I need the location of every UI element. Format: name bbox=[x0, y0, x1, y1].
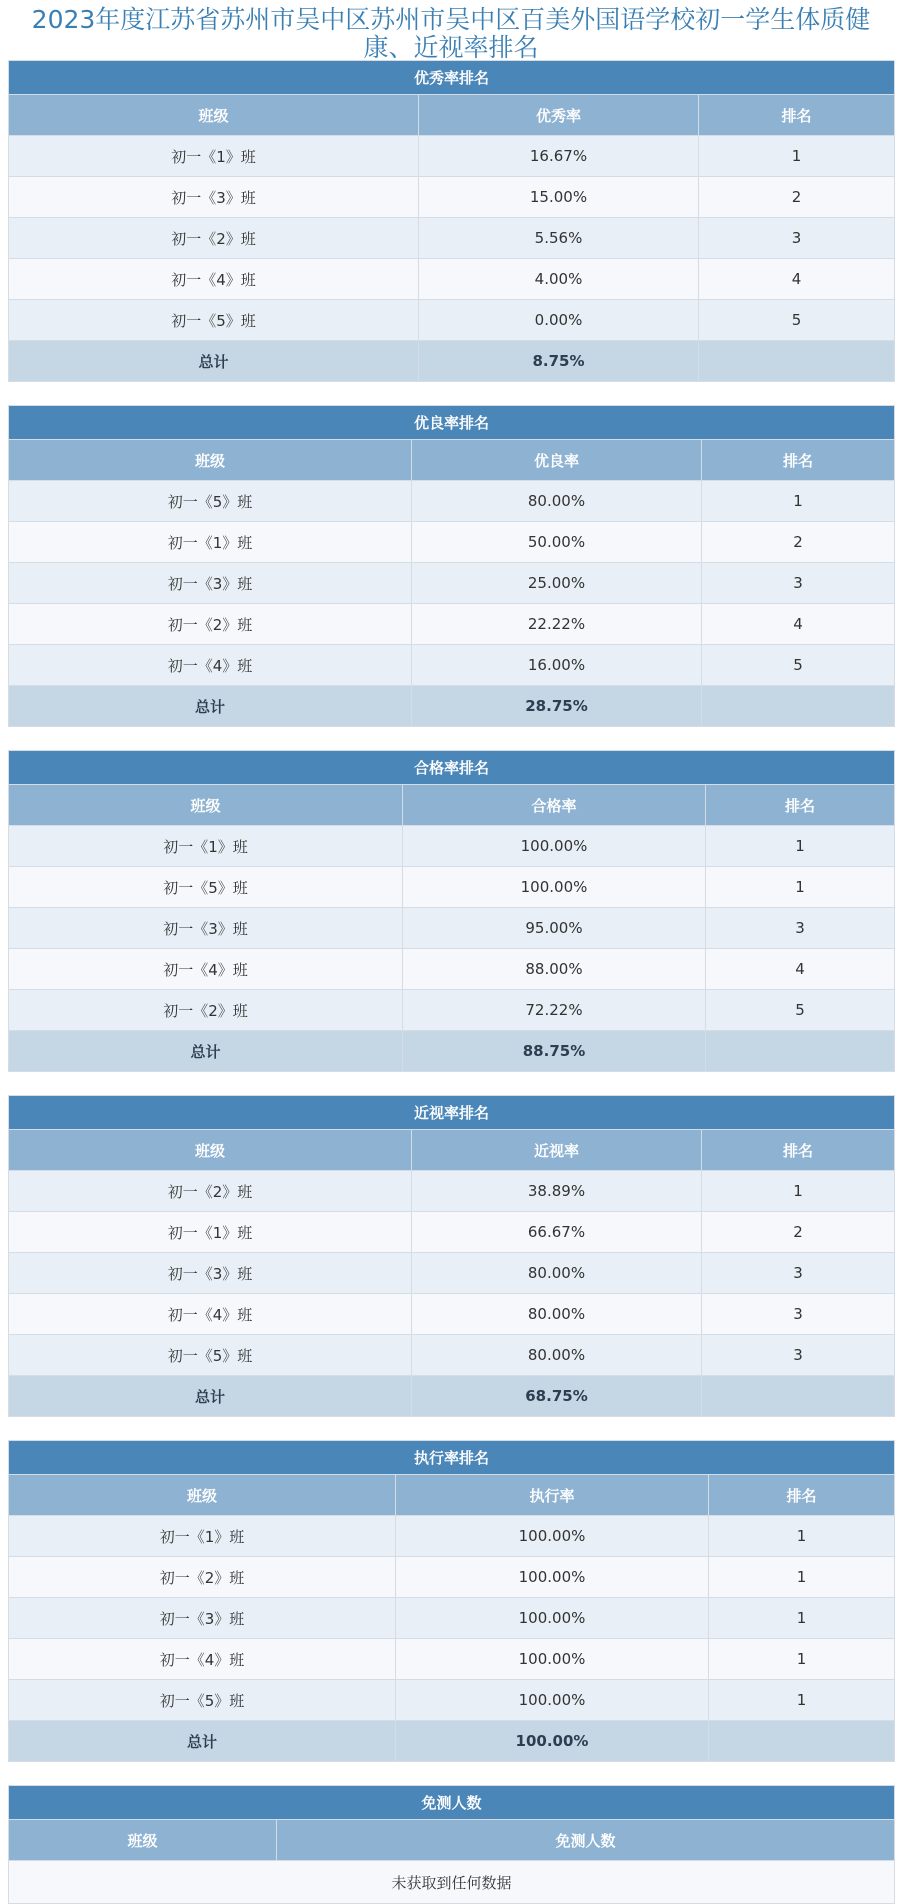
total-row bbox=[9, 341, 895, 382]
rate-cell: 4.00% bbox=[419, 259, 699, 300]
total-row bbox=[9, 1721, 895, 1762]
class-cell: 初一《3》班 bbox=[9, 1598, 396, 1639]
class-cell: 初一《2》班 bbox=[9, 990, 403, 1031]
table-caption: 近视率排名 bbox=[9, 1096, 895, 1130]
total-row bbox=[9, 686, 895, 727]
column-header: 合格率 bbox=[403, 785, 706, 826]
class-cell: 初一《3》班 bbox=[9, 563, 412, 604]
rank-cell: 1 bbox=[709, 1598, 895, 1639]
rank-cell: 5 bbox=[702, 645, 895, 686]
class-cell: 初一《1》班 bbox=[9, 826, 403, 867]
total-rank-empty bbox=[706, 1031, 895, 1072]
rank-cell: 5 bbox=[706, 990, 895, 1031]
rate-cell: 22.22% bbox=[412, 604, 702, 645]
column-header: 排名 bbox=[702, 1130, 895, 1171]
rate-cell: 80.00% bbox=[412, 481, 702, 522]
table-row bbox=[9, 826, 895, 867]
table-row bbox=[9, 1171, 895, 1212]
column-header: 排名 bbox=[709, 1475, 895, 1516]
column-header: 班级 bbox=[9, 785, 403, 826]
rate-cell: 25.00% bbox=[412, 563, 702, 604]
rank-cell: 3 bbox=[699, 218, 895, 259]
column-header: 班级 bbox=[9, 95, 419, 136]
table-row bbox=[9, 1335, 895, 1376]
rank-cell: 3 bbox=[702, 1294, 895, 1335]
rank-cell: 4 bbox=[702, 604, 895, 645]
table-row bbox=[9, 949, 895, 990]
rate-cell: 80.00% bbox=[412, 1294, 702, 1335]
rate-cell: 100.00% bbox=[396, 1557, 709, 1598]
column-header: 排名 bbox=[702, 440, 895, 481]
table-row bbox=[9, 1212, 895, 1253]
table-row bbox=[9, 563, 895, 604]
rate-cell: 100.00% bbox=[403, 826, 706, 867]
table-caption: 合格率排名 bbox=[9, 751, 895, 785]
rank-cell: 1 bbox=[699, 136, 895, 177]
rank-cell: 3 bbox=[702, 1253, 895, 1294]
exempt-header-class: 班级 bbox=[9, 1820, 277, 1861]
table-row bbox=[9, 1516, 895, 1557]
rank-cell: 4 bbox=[706, 949, 895, 990]
rank-cell: 2 bbox=[702, 522, 895, 563]
table-row bbox=[9, 136, 895, 177]
column-header: 班级 bbox=[9, 1475, 396, 1516]
rank-cell: 5 bbox=[699, 300, 895, 341]
rank-cell: 1 bbox=[702, 481, 895, 522]
class-cell: 初一《1》班 bbox=[9, 522, 412, 563]
rate-cell: 0.00% bbox=[419, 300, 699, 341]
column-header: 近视率 bbox=[412, 1130, 702, 1171]
rank-cell: 1 bbox=[709, 1516, 895, 1557]
column-header: 排名 bbox=[706, 785, 895, 826]
total-rank-empty bbox=[702, 686, 895, 727]
class-cell: 初一《5》班 bbox=[9, 1335, 412, 1376]
rank-cell: 1 bbox=[702, 1171, 895, 1212]
total-label: 总计 bbox=[9, 1721, 396, 1762]
total-rank-empty bbox=[709, 1721, 895, 1762]
table-row bbox=[9, 522, 895, 563]
rate-cell: 100.00% bbox=[403, 867, 706, 908]
class-cell: 初一《3》班 bbox=[9, 177, 419, 218]
ranking-tables bbox=[0, 60, 902, 1762]
rate-cell: 16.00% bbox=[412, 645, 702, 686]
rate-cell: 72.22% bbox=[403, 990, 706, 1031]
table-row bbox=[9, 604, 895, 645]
rank-cell: 3 bbox=[706, 908, 895, 949]
rank-cell: 1 bbox=[706, 826, 895, 867]
ranking-table bbox=[8, 1095, 895, 1417]
rate-cell: 5.56% bbox=[419, 218, 699, 259]
table-row bbox=[9, 990, 895, 1031]
total-row bbox=[9, 1031, 895, 1072]
exempt-empty-message: 未获取到任何数据 bbox=[9, 1861, 895, 1904]
table-row bbox=[9, 1639, 895, 1680]
page-title: 2023年度江苏省苏州市吴中区苏州市吴中区百美外国语学校初一学生体质健康、近视率排名 bbox=[31, 5, 871, 62]
table-row bbox=[9, 908, 895, 949]
class-cell: 初一《2》班 bbox=[9, 604, 412, 645]
table-row bbox=[9, 259, 895, 300]
rate-cell: 100.00% bbox=[396, 1680, 709, 1721]
rank-cell: 1 bbox=[709, 1680, 895, 1721]
ranking-table bbox=[8, 405, 895, 727]
class-cell: 初一《1》班 bbox=[9, 1212, 412, 1253]
table-row bbox=[9, 481, 895, 522]
rate-cell: 80.00% bbox=[412, 1253, 702, 1294]
column-header: 排名 bbox=[699, 95, 895, 136]
total-label: 总计 bbox=[9, 1376, 412, 1417]
rate-cell: 88.00% bbox=[403, 949, 706, 990]
rate-cell: 100.00% bbox=[396, 1598, 709, 1639]
rank-cell: 1 bbox=[709, 1639, 895, 1680]
column-header: 优良率 bbox=[412, 440, 702, 481]
table-row bbox=[9, 1294, 895, 1335]
total-rank-empty bbox=[702, 1376, 895, 1417]
class-cell: 初一《2》班 bbox=[9, 218, 419, 259]
table-row bbox=[9, 218, 895, 259]
total-value: 28.75% bbox=[412, 686, 702, 727]
total-label: 总计 bbox=[9, 686, 412, 727]
rate-cell: 95.00% bbox=[403, 908, 706, 949]
total-label: 总计 bbox=[9, 1031, 403, 1072]
total-row bbox=[9, 1376, 895, 1417]
table-row bbox=[9, 1557, 895, 1598]
total-value: 8.75% bbox=[419, 341, 699, 382]
exempt-table-caption: 免测人数 bbox=[9, 1786, 895, 1820]
rank-cell: 2 bbox=[702, 1212, 895, 1253]
class-cell: 初一《4》班 bbox=[9, 949, 403, 990]
exempt-table bbox=[8, 1785, 895, 1904]
rank-cell: 3 bbox=[702, 563, 895, 604]
rank-cell: 1 bbox=[709, 1557, 895, 1598]
total-value: 68.75% bbox=[412, 1376, 702, 1417]
table-row bbox=[9, 177, 895, 218]
rate-cell: 100.00% bbox=[396, 1516, 709, 1557]
ranking-table bbox=[8, 60, 895, 382]
table-row bbox=[9, 1598, 895, 1639]
table-row bbox=[9, 645, 895, 686]
column-header: 班级 bbox=[9, 440, 412, 481]
exempt-header-count: 免测人数 bbox=[277, 1820, 895, 1861]
class-cell: 初一《1》班 bbox=[9, 1516, 396, 1557]
class-cell: 初一《2》班 bbox=[9, 1557, 396, 1598]
rate-cell: 15.00% bbox=[419, 177, 699, 218]
rate-cell: 38.89% bbox=[412, 1171, 702, 1212]
ranking-table bbox=[8, 1440, 895, 1762]
rank-cell: 4 bbox=[699, 259, 895, 300]
table-row bbox=[9, 300, 895, 341]
rate-cell: 16.67% bbox=[419, 136, 699, 177]
class-cell: 初一《1》班 bbox=[9, 136, 419, 177]
rank-cell: 1 bbox=[706, 867, 895, 908]
rate-cell: 66.67% bbox=[412, 1212, 702, 1253]
rate-cell: 80.00% bbox=[412, 1335, 702, 1376]
total-label: 总计 bbox=[9, 341, 419, 382]
class-cell: 初一《4》班 bbox=[9, 259, 419, 300]
total-value: 88.75% bbox=[403, 1031, 706, 1072]
total-value: 100.00% bbox=[396, 1721, 709, 1762]
table-caption: 优秀率排名 bbox=[9, 61, 895, 95]
class-cell: 初一《3》班 bbox=[9, 1253, 412, 1294]
class-cell: 初一《5》班 bbox=[9, 481, 412, 522]
table-caption: 优良率排名 bbox=[9, 406, 895, 440]
table-row bbox=[9, 867, 895, 908]
table-row bbox=[9, 1253, 895, 1294]
total-rank-empty bbox=[699, 341, 895, 382]
class-cell: 初一《5》班 bbox=[9, 1680, 396, 1721]
table-caption: 执行率排名 bbox=[9, 1441, 895, 1475]
column-header: 班级 bbox=[9, 1130, 412, 1171]
column-header: 优秀率 bbox=[419, 95, 699, 136]
class-cell: 初一《4》班 bbox=[9, 1294, 412, 1335]
rank-cell: 2 bbox=[699, 177, 895, 218]
column-header: 执行率 bbox=[396, 1475, 709, 1516]
class-cell: 初一《4》班 bbox=[9, 1639, 396, 1680]
rate-cell: 100.00% bbox=[396, 1639, 709, 1680]
class-cell: 初一《5》班 bbox=[9, 300, 419, 341]
table-row bbox=[9, 1680, 895, 1721]
class-cell: 初一《3》班 bbox=[9, 908, 403, 949]
class-cell: 初一《2》班 bbox=[9, 1171, 412, 1212]
class-cell: 初一《5》班 bbox=[9, 867, 403, 908]
rank-cell: 3 bbox=[702, 1335, 895, 1376]
rate-cell: 50.00% bbox=[412, 522, 702, 563]
ranking-table bbox=[8, 750, 895, 1072]
class-cell: 初一《4》班 bbox=[9, 645, 412, 686]
